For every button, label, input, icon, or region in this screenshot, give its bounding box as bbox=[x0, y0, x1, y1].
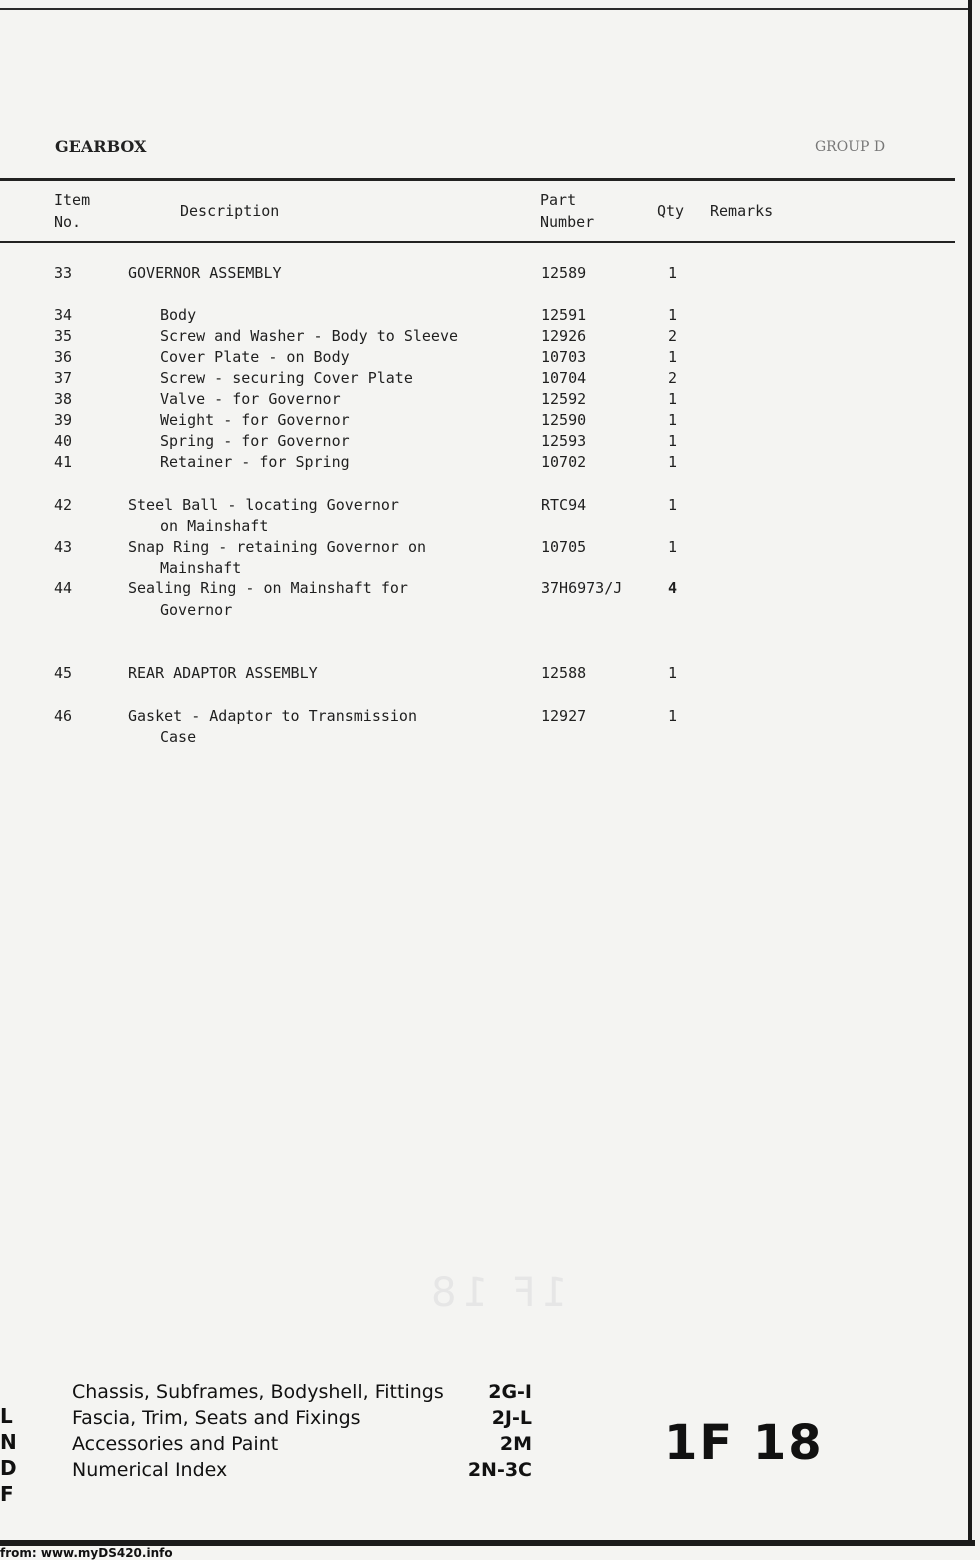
quantity: 1 bbox=[668, 411, 678, 429]
margin-letter: L bbox=[0, 1404, 13, 1428]
part-number: 12926 bbox=[541, 327, 587, 345]
description: REAR ADAPTOR ASSEMBLY bbox=[128, 664, 318, 682]
group-label: GROUP D bbox=[815, 139, 886, 155]
quantity: 1 bbox=[668, 306, 678, 324]
item-number: 37 bbox=[54, 369, 73, 387]
section-title: GEARBOX bbox=[55, 137, 147, 156]
part-number: 10704 bbox=[541, 369, 587, 387]
quantity: 4 bbox=[668, 579, 678, 597]
column-header-part-line2: Number bbox=[540, 213, 595, 231]
index-entry-label: Numerical Index bbox=[72, 1459, 228, 1481]
part-number: 37H6973/J bbox=[541, 579, 623, 597]
description: Valve - for Governor bbox=[160, 390, 341, 408]
description: Snap Ring - retaining Governor on bbox=[128, 538, 427, 556]
index-entry bbox=[72, 1433, 532, 1459]
quantity: 1 bbox=[668, 264, 678, 282]
column-header-description: Description bbox=[180, 202, 280, 220]
description: Gasket - Adaptor to Transmission bbox=[128, 707, 417, 725]
index-entry-label: Chassis, Subframes, Bodyshell, Fittings bbox=[72, 1381, 444, 1403]
description-continued: Case bbox=[160, 728, 197, 746]
index-entry-code: 2J-L bbox=[491, 1407, 532, 1429]
column-header-item-line1: Item bbox=[54, 191, 91, 209]
column-header-item bbox=[54, 189, 90, 233]
table-row bbox=[0, 706, 960, 746]
table-row bbox=[0, 537, 960, 577]
item-number: 40 bbox=[54, 432, 73, 450]
table-row bbox=[0, 452, 960, 492]
part-number: 10705 bbox=[541, 538, 587, 556]
description: Screw - securing Cover Plate bbox=[160, 369, 413, 387]
quantity: 1 bbox=[668, 707, 678, 725]
item-number: 33 bbox=[54, 264, 73, 282]
description: Cover Plate - on Body bbox=[160, 348, 350, 366]
part-number: 12590 bbox=[541, 411, 587, 429]
index-entry-code: 2M bbox=[499, 1433, 532, 1455]
quantity: 2 bbox=[668, 327, 678, 345]
part-number: 10702 bbox=[541, 453, 587, 471]
part-number: 12591 bbox=[541, 306, 587, 324]
table-row bbox=[0, 263, 960, 303]
quantity: 1 bbox=[668, 664, 678, 682]
item-number: 34 bbox=[54, 306, 73, 324]
table-row bbox=[0, 663, 960, 703]
item-number: 45 bbox=[54, 664, 73, 682]
item-number: 44 bbox=[54, 579, 73, 597]
item-number: 41 bbox=[54, 453, 73, 471]
description-continued: on Mainshaft bbox=[160, 517, 269, 535]
table-row bbox=[0, 578, 960, 618]
item-number: 35 bbox=[54, 327, 73, 345]
description: Steel Ball - locating Governor bbox=[128, 496, 399, 514]
quantity: 1 bbox=[668, 496, 678, 514]
header-rule-top bbox=[0, 178, 955, 181]
column-header-part-number bbox=[540, 189, 594, 233]
table-row bbox=[0, 495, 960, 535]
description: Retainer - for Spring bbox=[160, 453, 350, 471]
column-header-part-line1: Part bbox=[540, 191, 577, 209]
item-number: 39 bbox=[54, 411, 73, 429]
page-edge-top bbox=[0, 8, 968, 10]
page-edge-right bbox=[968, 0, 972, 1545]
description: GOVERNOR ASSEMBLY bbox=[128, 264, 282, 282]
item-number: 38 bbox=[54, 390, 73, 408]
part-number: 12592 bbox=[541, 390, 587, 408]
quantity: 1 bbox=[668, 390, 678, 408]
index-entry-label: Fascia, Trim, Seats and Fixings bbox=[72, 1407, 361, 1429]
description-continued: Governor bbox=[160, 601, 233, 619]
quantity: 2 bbox=[668, 369, 678, 387]
quantity: 1 bbox=[668, 453, 678, 471]
description-continued: Mainshaft bbox=[160, 559, 242, 577]
item-number: 42 bbox=[54, 496, 73, 514]
source-credit: from: www.myDS420.info bbox=[0, 1546, 173, 1560]
index-entry bbox=[72, 1407, 532, 1433]
description: Weight - for Governor bbox=[160, 411, 350, 429]
part-number: RTC94 bbox=[541, 496, 587, 514]
column-header-remarks: Remarks bbox=[710, 202, 774, 220]
index-entry-code: 2N-3C bbox=[467, 1459, 532, 1481]
description: Spring - for Governor bbox=[160, 432, 350, 450]
margin-letter: F bbox=[0, 1482, 14, 1506]
fiche-number: 1F 18 bbox=[664, 1415, 824, 1471]
column-header-qty: Qty bbox=[657, 202, 685, 220]
quantity: 1 bbox=[668, 538, 678, 556]
quantity: 1 bbox=[668, 432, 678, 450]
margin-letter: D bbox=[0, 1456, 17, 1480]
part-number: 12593 bbox=[541, 432, 587, 450]
description: Sealing Ring - on Mainshaft for bbox=[128, 579, 408, 597]
header-rule-bottom bbox=[0, 241, 955, 243]
index-entry-label: Accessories and Paint bbox=[72, 1433, 279, 1455]
item-number: 43 bbox=[54, 538, 73, 556]
quantity: 1 bbox=[668, 348, 678, 366]
margin-letter: N bbox=[0, 1430, 17, 1454]
faint-page-stamp: 1F 18 bbox=[425, 1270, 568, 1316]
part-number: 10703 bbox=[541, 348, 587, 366]
index-entry bbox=[72, 1381, 532, 1407]
item-number: 46 bbox=[54, 707, 73, 725]
column-header-item-line2: No. bbox=[54, 213, 82, 231]
description: Body bbox=[160, 306, 197, 324]
item-number: 36 bbox=[54, 348, 73, 366]
index-entry bbox=[72, 1459, 532, 1485]
part-number: 12927 bbox=[541, 707, 587, 725]
index-entry-code: 2G-I bbox=[488, 1381, 532, 1403]
description: Screw and Washer - Body to Sleeve bbox=[160, 327, 459, 345]
part-number: 12589 bbox=[541, 264, 587, 282]
part-number: 12588 bbox=[541, 664, 587, 682]
